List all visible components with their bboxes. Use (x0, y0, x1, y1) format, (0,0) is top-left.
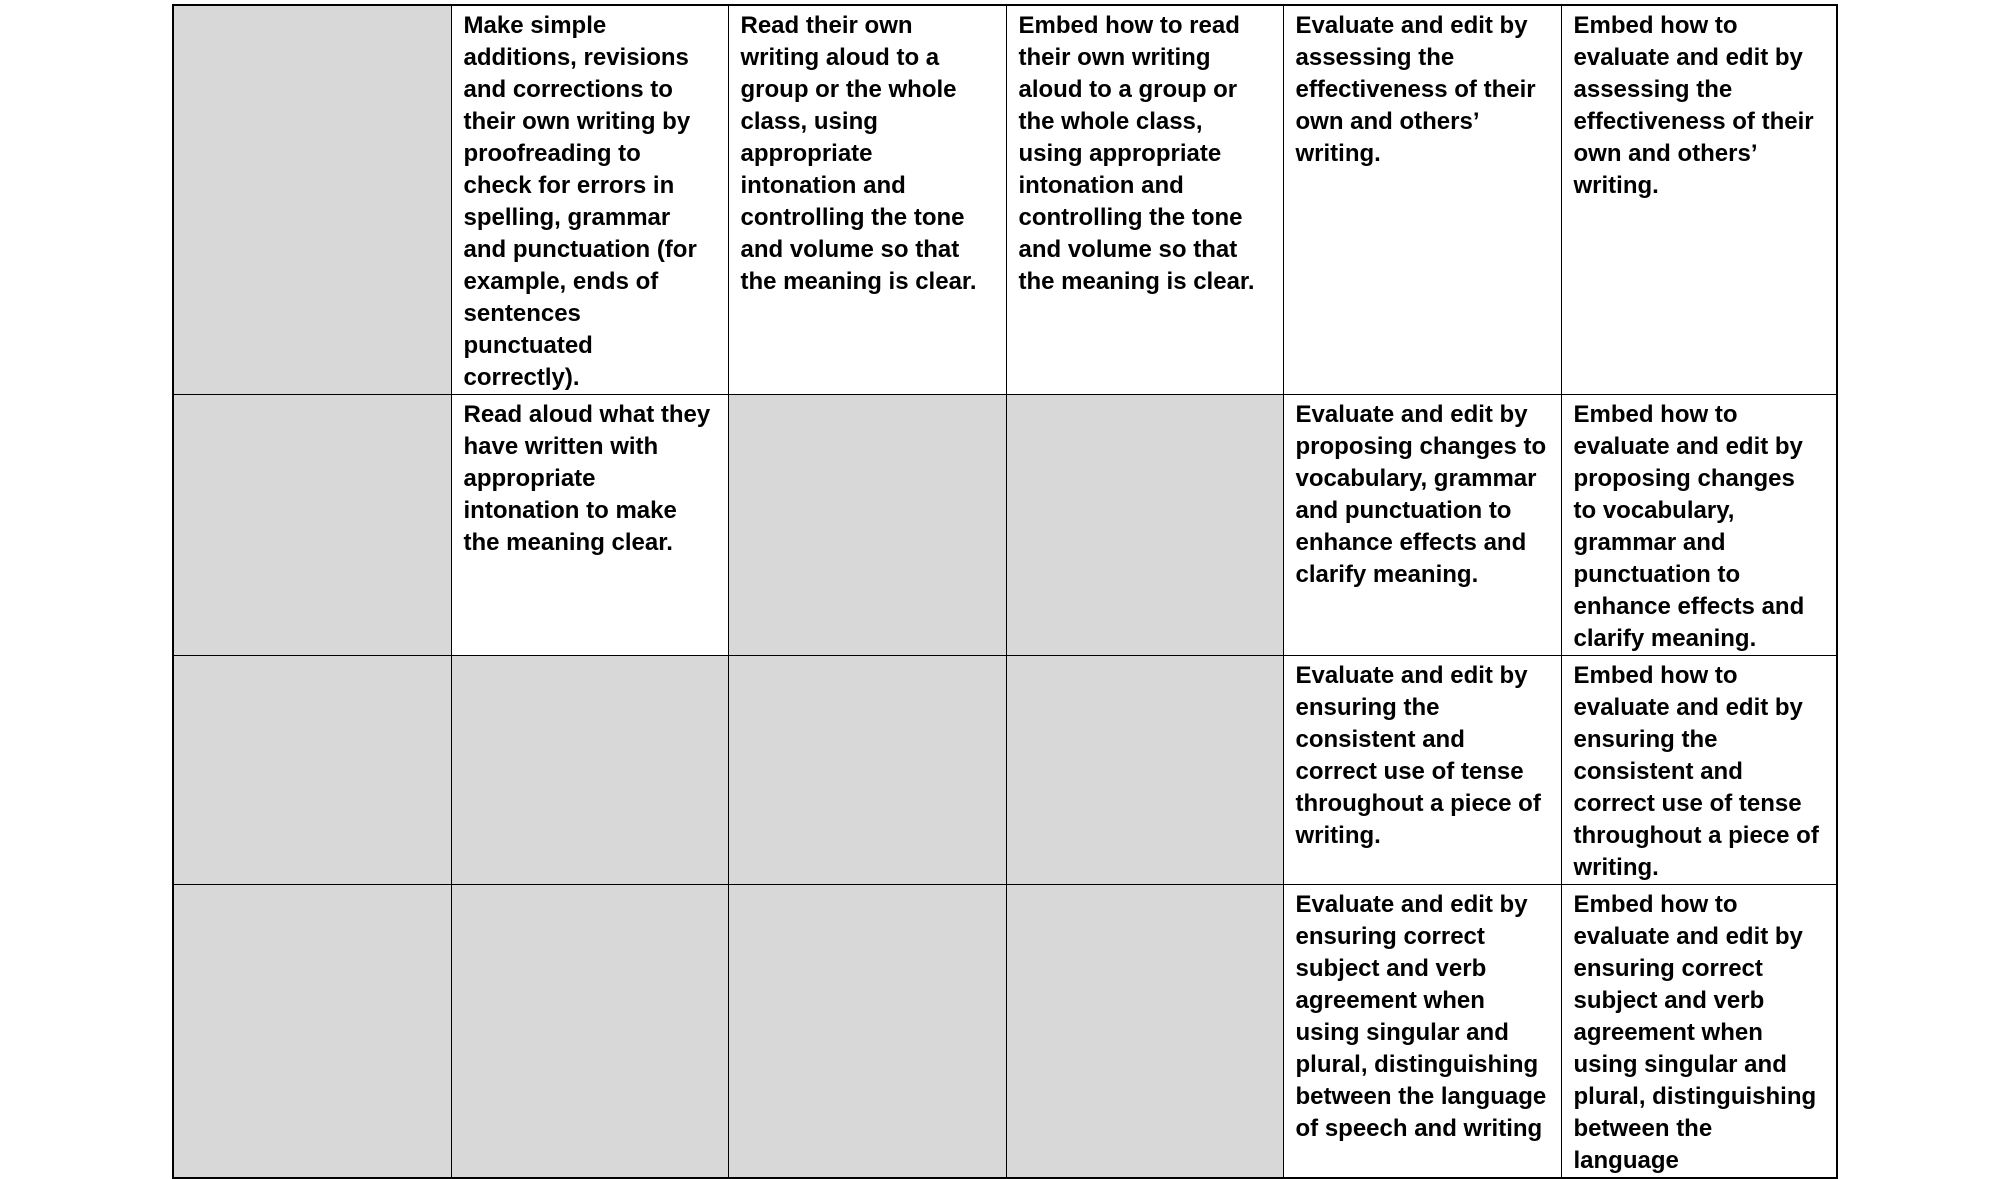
writing-objectives-table (172, 4, 1838, 1179)
table-cell-empty (728, 656, 1006, 885)
table-cell-empty (173, 885, 451, 1179)
table-cell: Make simple additions, revisions and corrections to their own writing by proofreading to check for errors in spelling, grammar and punctuation (for example, ends of sentences punctuated correctly). (451, 5, 728, 395)
table-cell-empty (173, 5, 451, 395)
table-cell: Evaluate and edit by ensuring the consistent and correct use of tense throughout a piece of writing. (1283, 656, 1561, 885)
table-cell-empty (173, 656, 451, 885)
table-cell: Evaluate and edit by assessing the effectiveness of their own and others’ writing. (1283, 5, 1561, 395)
table-cell: Read aloud what they have written with appropriate intonation to make the meaning clear. (451, 395, 728, 656)
table-cell-empty (1006, 395, 1283, 656)
table-cell-empty (451, 885, 728, 1179)
table-cell-empty (1006, 656, 1283, 885)
table-cell-empty (451, 656, 728, 885)
document-page (172, 4, 1836, 1174)
table-cell: Embed how to evaluate and edit by ensuring correct subject and verb agreement when using singular and plural, distinguishing between the language (1561, 885, 1837, 1179)
table-cell-empty (728, 885, 1006, 1179)
table-cell: Evaluate and edit by proposing changes to vocabulary, grammar and punctuation to enhance effects and clarify meaning. (1283, 395, 1561, 656)
table-cell: Read their own writing aloud to a group or the whole class, using appropriate intonation and controlling the tone and volume so that the meaning is clear. (728, 5, 1006, 395)
table-row (173, 656, 1837, 885)
table-cell: Embed how to read their own writing aloud to a group or the whole class, using appropriate intonation and controlling the tone and volume so that the meaning is clear. (1006, 5, 1283, 395)
table-cell: Evaluate and edit by ensuring correct subject and verb agreement when using singular and plural, distinguishing between the language of speech and writing (1283, 885, 1561, 1179)
table-row (173, 395, 1837, 656)
table-cell-empty (728, 395, 1006, 656)
table-cell-empty (173, 395, 451, 656)
table-cell: Embed how to evaluate and edit by assessing the effectiveness of their own and others’ writing. (1561, 5, 1837, 395)
table-row (173, 885, 1837, 1179)
table-row (173, 5, 1837, 395)
table-cell: Embed how to evaluate and edit by ensuring the consistent and correct use of tense throughout a piece of writing. (1561, 656, 1837, 885)
table-cell-empty (1006, 885, 1283, 1179)
table-cell: Embed how to evaluate and edit by proposing changes to vocabulary, grammar and punctuation to enhance effects and clarify meaning. (1561, 395, 1837, 656)
